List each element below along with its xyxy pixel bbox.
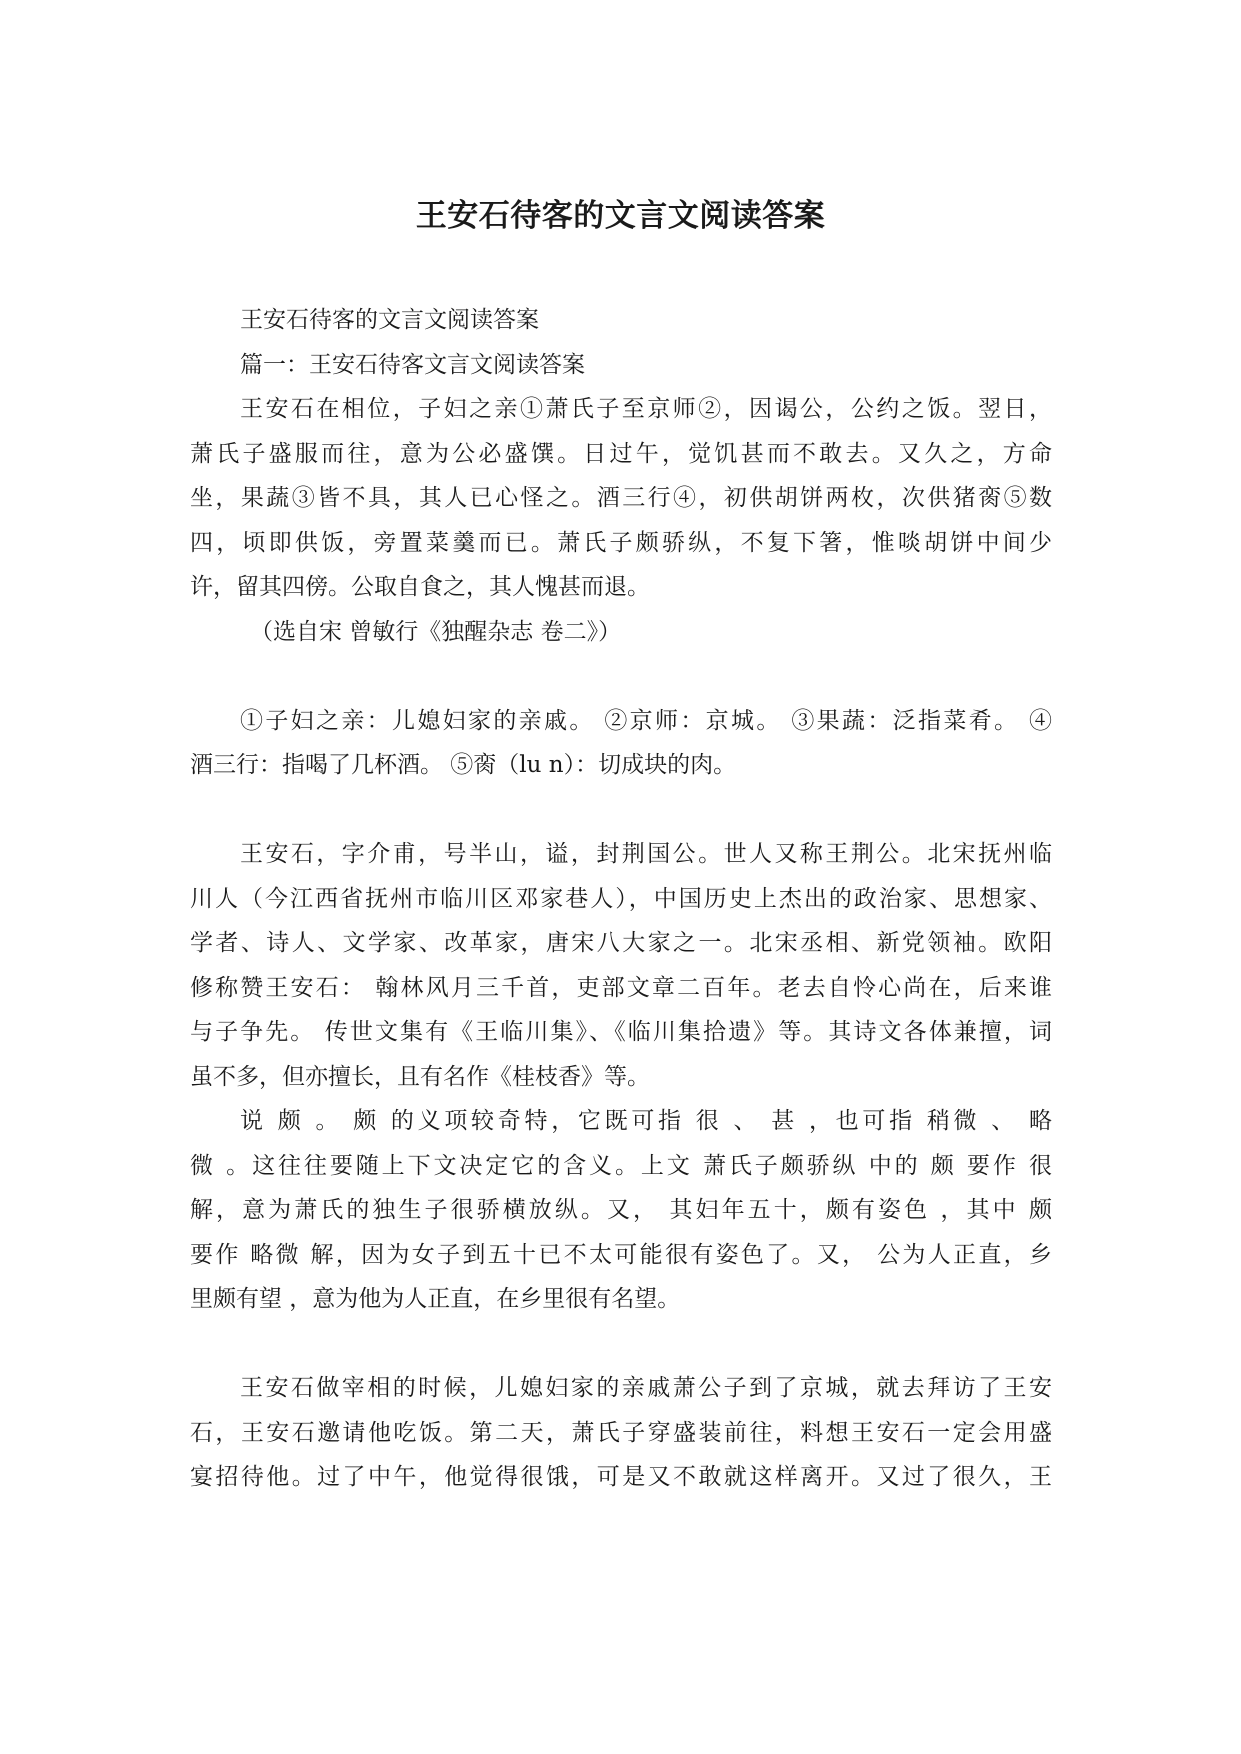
document-body (190, 298, 1052, 1500)
text-line: 坐，果蔬③皆不具，其人已心怪之。酒三行④，初供胡饼两枚，次供猪脔⑤数 (190, 485, 1052, 511)
paragraph-gap (190, 654, 1052, 699)
text-line: 修称赞王安石： 翰林风月三千首，吏部文章二百年。老去自怜心尚在，后来谁 (190, 974, 1052, 1001)
text-line: 川人（今江西省抚州市临川区邓家巷人），中国历史上杰出的政治家、思想家、 (190, 885, 1052, 912)
text-line: 学者、诗人、文学家、改革家，唐宋八大家之一。北宋丞相、新党领袖。欧阳 (190, 930, 1052, 956)
text-line: 篇一：王安石待客文言文阅读答案 (240, 351, 585, 378)
text-line: 解，意为萧氏的独生子很骄横放纵。又， 其妇年五十，颇有姿色 ，其中 颇 (190, 1197, 1052, 1223)
text-line: 说 颇 。 颇 的义项较奇特，它既可指 很 、 甚 ，也可指 稍微 、 略 (240, 1108, 1052, 1134)
text-line: 要作 略微 解，因为女子到五十已不太可能很有姿色了。又， 公为人正直，乡 (190, 1241, 1052, 1268)
text-line: 宴招待他。过了中午，他觉得很饿，可是又不敢就这样离开。又过了很久，王 (190, 1464, 1052, 1490)
text-line: 王安石，字介甫，号半山，谥，封荆国公。世人又称王荆公。北宋抚州临 (240, 841, 1052, 867)
text-line: ①子妇之亲：儿媳妇家的亲戚。 ②京师：京城。 ③果蔬：泛指菜肴。 ④ (240, 707, 1052, 734)
text-line: 石，王安石邀请他吃饭。第二天，萧氏子穿盛装前往，料想王安石一定会用盛 (190, 1419, 1052, 1446)
paragraph-gap (190, 788, 1052, 833)
text-line: 虽不多，但亦擅长，且有名作《桂枝香》等。 (190, 1063, 650, 1090)
text-line: 酒三行：指喝了几杯酒。 ⑤脔（lu n）：切成块的肉。 (190, 752, 737, 778)
text-line: 王安石待客的文言文阅读答案 (240, 307, 539, 333)
text-line: 王安石做宰相的时候，儿媳妇家的亲戚萧公子到了京城，就去拜访了王安 (240, 1375, 1052, 1401)
paragraph-gap (190, 1322, 1052, 1367)
text-line: 与子争先。 传世文集有《王临川集》、《临川集拾遗》等。其诗文各体兼擅，词 (190, 1019, 1052, 1045)
text-line: 里颇有望 ，意为他为人正直，在乡里很有名望。 (190, 1286, 681, 1312)
document-title: 王安石待客的文言文阅读答案 (415, 198, 826, 234)
text-line: （选自宋 曾敏行《独醒杂志 卷二》） (250, 618, 622, 645)
text-line: 许，留其四傍。公取自食之，其人愧甚而退。 (190, 574, 650, 600)
text-line: 王安石在相位，子妇之亲①萧氏子至京师②，因谒公，公约之饭。翌日， (240, 396, 1052, 422)
text-line: 微 。这往往要随上下文决定它的含义。上文 萧氏子颇骄纵 中的 颇 要作 很 (190, 1152, 1052, 1179)
text-line: 四，顷即供饭，旁置菜羹而已。萧氏子颇骄纵，不复下箸，惟啖胡饼中间少 (190, 529, 1052, 556)
text-line: 萧氏子盛服而往，意为公必盛馔。日过午，觉饥甚而不敢去。又久之，方命 (190, 440, 1052, 467)
